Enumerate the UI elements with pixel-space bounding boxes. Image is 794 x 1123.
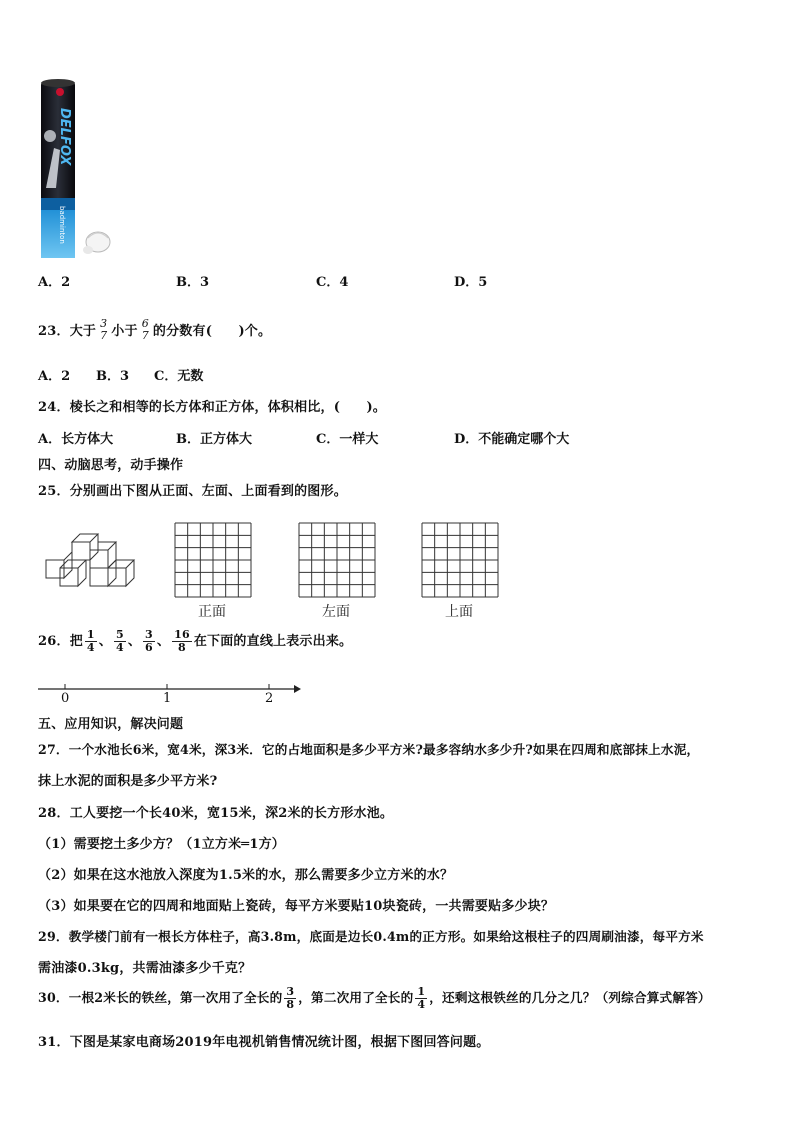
q30-fraction-2-den: 4 <box>417 998 426 1011</box>
q30-fraction-2 <box>415 986 427 1011</box>
cube-stack-figure <box>44 528 144 600</box>
q30-question <box>38 986 711 1011</box>
q24-option-d: D．不能确定哪个大 <box>454 432 570 447</box>
q24-option-a: A．长方体大 <box>38 432 114 447</box>
q23-fraction-2-num: 6 <box>141 317 149 330</box>
q27-line-2: 抹上水泥的面积是多少平方米? <box>38 774 218 789</box>
q23-question <box>38 318 271 342</box>
q26-fraction-3-num: 3 <box>145 628 153 641</box>
q29-line-1: 29．教学楼门前有一根长方体柱子，高3.8m，底面是边长0.4m的正方形。如果给这根柱子的四周刷油漆，每平方米 <box>38 929 704 944</box>
q28-sub-1: （1）需要挖土多少方？（1立方米═1方） <box>38 837 285 852</box>
q23-fraction-2 <box>140 318 151 342</box>
q23-option-c: C．无数 <box>154 369 204 384</box>
q26-sep-2: 、 <box>127 634 142 649</box>
q29-line-2: 需油漆0.3kg，共需油漆多少千克？ <box>38 961 252 976</box>
q26-fraction-2-den: 4 <box>115 641 124 654</box>
q28-question: 28．工人要挖一个长40米，宽15米，深2米的长方形水池。 <box>38 806 394 821</box>
q22-option-c: C．4 <box>316 275 349 290</box>
q26-fraction-4-den: 8 <box>178 641 186 654</box>
q23-prefix: 23．大于 <box>38 324 97 339</box>
q25-question: 25．分别画出下图从正面、左面、上面看到的图形。 <box>38 484 347 499</box>
q26-sep-1: 、 <box>98 634 112 649</box>
q23-option-a: A．2 <box>38 369 71 384</box>
grid-left-label: 左面 <box>322 604 350 620</box>
q26-fraction-1-num: 1 <box>86 628 95 641</box>
q23-middle: 小于 <box>111 324 138 339</box>
tick-label-2: 2 <box>265 691 274 706</box>
q22-option-b: B．3 <box>176 275 210 290</box>
q26-fraction-1 <box>85 629 97 654</box>
q23-option-b: B．3 <box>96 369 130 384</box>
q30-fraction-2-num: 1 <box>417 985 426 998</box>
q23-fraction-1 <box>98 318 109 342</box>
q30-fraction-1-num: 3 <box>286 985 295 998</box>
section-5-title: 五、应用知识，解决问题 <box>38 717 184 732</box>
grid-front <box>174 522 252 602</box>
brand-text: DELFOX <box>57 108 72 166</box>
q24-question: 24．棱长之和相等的长方体和正方体，体积相比，( )。 <box>38 400 386 415</box>
q26-question <box>38 629 352 654</box>
tick-label-0: 0 <box>61 691 70 706</box>
q31-question: 31．下图是某家电商场2019年电视机销售情况统计图，根据下图回答问题。 <box>38 1035 490 1050</box>
section-4-title: 四、动脑思考，动手操作 <box>38 458 184 473</box>
grid-front-label: 正面 <box>198 604 226 620</box>
grid-left <box>298 522 376 602</box>
grid-top-label: 上面 <box>445 604 473 620</box>
grid-top <box>421 522 499 602</box>
grid-left-svg <box>298 522 376 598</box>
brand-sub-text: badminton <box>58 206 66 244</box>
q23-suffix: 的分数有( )个。 <box>152 324 272 339</box>
grid-front-svg <box>174 522 252 598</box>
q30-fraction-1-den: 8 <box>286 998 295 1011</box>
q24-option-c: C．一样大 <box>316 432 379 447</box>
q26-fraction-3 <box>143 629 155 654</box>
q26-fraction-2-num: 5 <box>115 628 124 641</box>
q23-fraction-1-den: 7 <box>100 329 108 342</box>
q26-fraction-4-num: 16 <box>174 628 190 641</box>
q26-fraction-2 <box>114 629 126 654</box>
q22-option-a: A．2 <box>38 275 71 290</box>
q26-fraction-3-den: 6 <box>145 641 153 654</box>
q30-suffix: ，还剩这根铁丝的几分之几？（列综合算式解答） <box>429 990 711 1005</box>
q26-fraction-1-den: 4 <box>86 641 95 654</box>
q28-sub-2: （2）如果在这水池放入深度为1.5米的水，那么需要多少立方米的水？ <box>38 868 454 883</box>
q26-suffix: 在下面的直线上表示出来。 <box>193 634 353 649</box>
q24-option-b: B．正方体大 <box>176 432 252 447</box>
q27-line-1: 27．一个水池长6米，宽4米，深3米．它的占地面积是多少平方米?最多容纳水多少升?如果在四周和底部抹上水泥， <box>38 742 700 757</box>
q26-prefix: 26．把 <box>38 634 83 649</box>
grid-top-svg <box>421 522 499 598</box>
q22-option-d: D．5 <box>454 275 488 290</box>
q23-fraction-2-den: 7 <box>141 329 149 342</box>
q30-middle: ，第二次用了全长的 <box>298 990 414 1005</box>
cube-stack-svg <box>44 528 144 596</box>
shuttlecock-tube-svg <box>36 78 116 260</box>
q26-sep-3: 、 <box>156 634 171 649</box>
shuttlecock-tube-image <box>36 78 116 260</box>
q26-fraction-4 <box>172 629 192 654</box>
q23-fraction-1-num: 3 <box>100 317 108 330</box>
tick-label-1: 1 <box>163 691 172 706</box>
q30-prefix: 30．一根2米长的铁丝，第一次用了全长的 <box>38 990 283 1005</box>
q28-sub-3: （3）如果要在它的四周和地面贴上瓷砖，每平方米要贴10块瓷砖，一共需要贴多少块？ <box>38 899 555 914</box>
q30-fraction-1 <box>284 986 296 1011</box>
